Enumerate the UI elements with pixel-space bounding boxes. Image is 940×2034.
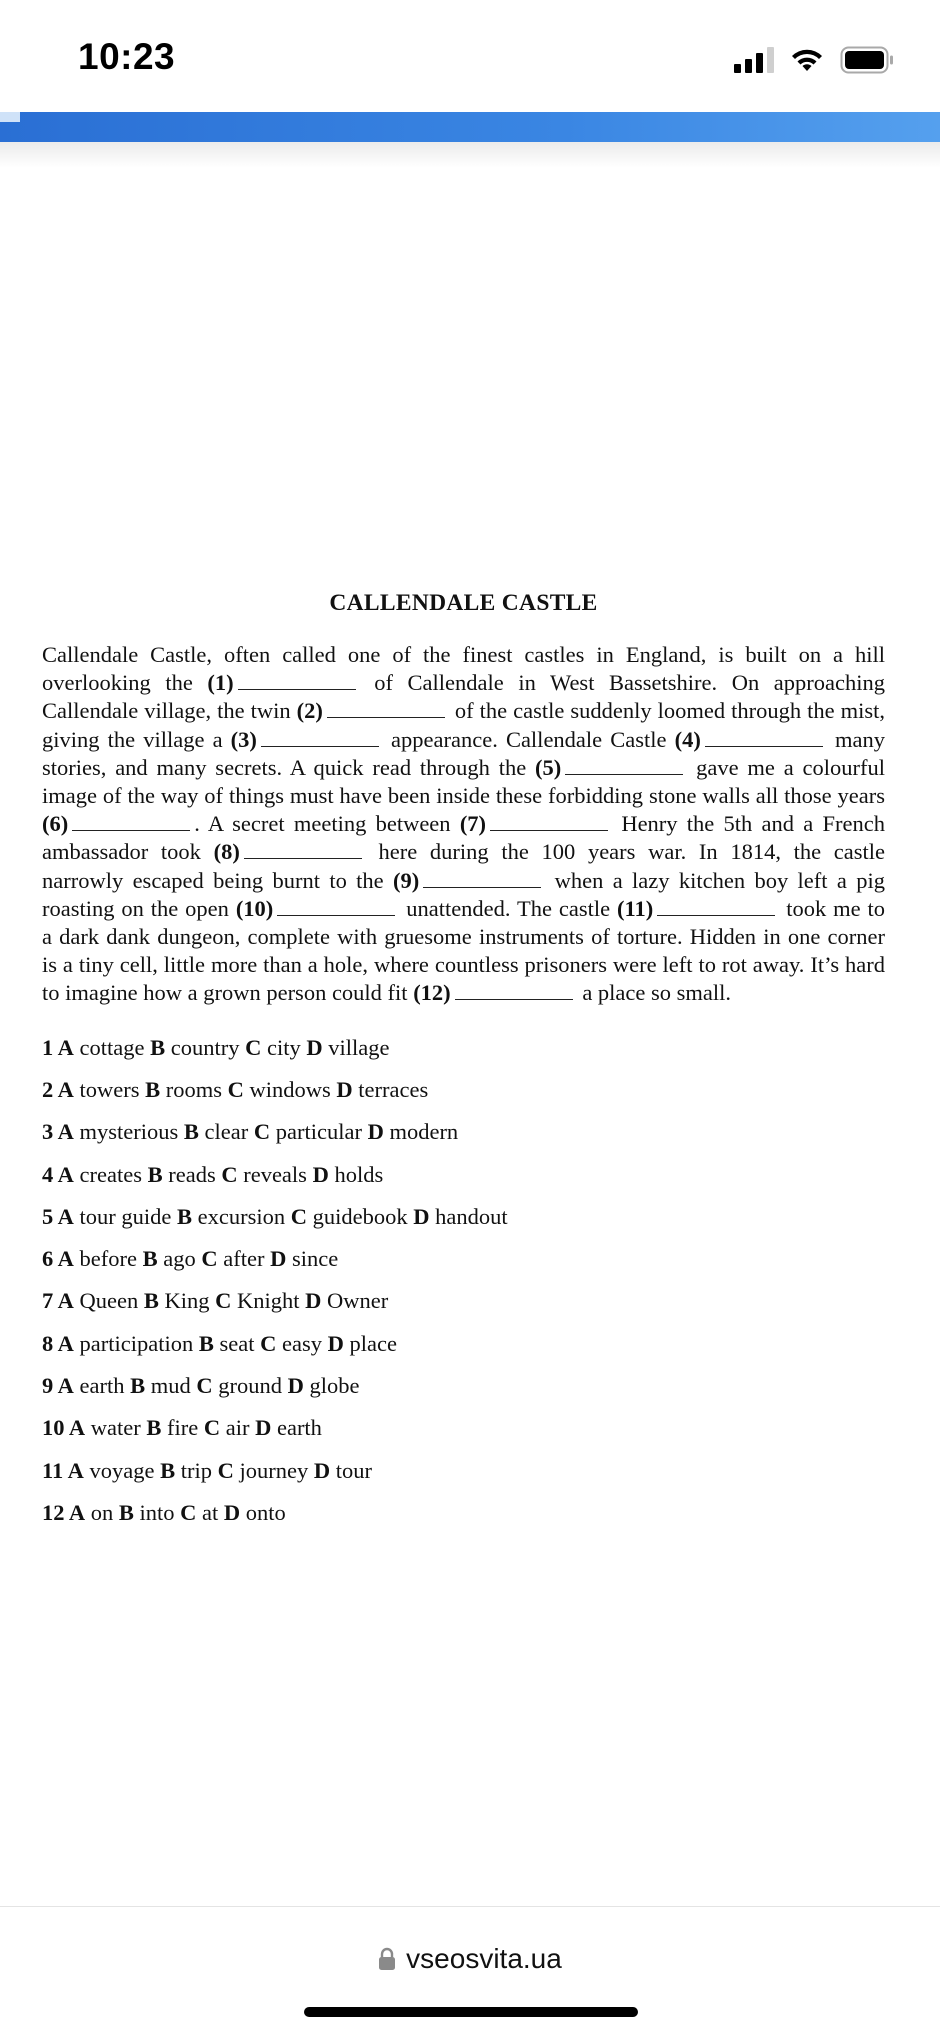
paragraph-text: unattended. The castle xyxy=(399,895,618,921)
option-b: mud xyxy=(145,1373,197,1399)
option-a: mysterious xyxy=(73,1119,184,1145)
option-c: particular xyxy=(270,1119,368,1145)
option-c: guidebook xyxy=(307,1203,414,1229)
paragraph-text: here during the 100 years war. In 1814, the castle narrowly escaped being burnt to the xyxy=(42,839,886,893)
paragraph-text: many stories, and many secrets. A quick read through the xyxy=(42,726,885,780)
option-d: handout xyxy=(429,1203,508,1229)
option-letter: B xyxy=(177,1203,193,1229)
url-text[interactable]: vseosvita.ua xyxy=(406,1943,562,1974)
paragraph-text: appearance. Callendale Castle xyxy=(382,726,675,752)
option-letter: D xyxy=(413,1203,430,1229)
option-c: journey xyxy=(233,1457,314,1483)
paragraph-text: gave me a colourful image of the way of things must have been inside these forbidding stone walls all those years xyxy=(42,754,886,809)
band-notch xyxy=(0,112,20,122)
option-d: village xyxy=(322,1034,390,1060)
gap-number: (2) xyxy=(296,698,323,724)
option-number: 6 A xyxy=(42,1246,74,1272)
option-a: voyage xyxy=(83,1457,161,1483)
option-a: participation xyxy=(73,1330,199,1356)
option-number: 11 A xyxy=(42,1457,84,1483)
option-row xyxy=(42,1118,885,1160)
status-time: 10:23 xyxy=(78,36,176,77)
option-letter: B xyxy=(160,1457,176,1483)
page-header-band xyxy=(0,112,940,142)
option-row xyxy=(42,1287,885,1329)
gap-number: (1) xyxy=(207,670,234,696)
option-letter: D xyxy=(367,1119,384,1145)
paragraph-text: a place so small. xyxy=(576,980,732,1006)
gap-blank xyxy=(244,840,362,859)
option-b: country xyxy=(165,1034,246,1060)
option-c: windows xyxy=(243,1076,337,1102)
option-c: city xyxy=(261,1034,307,1060)
option-a: towers xyxy=(73,1076,146,1102)
band-shadow xyxy=(0,142,940,168)
option-row xyxy=(42,1499,885,1541)
option-number: 8 A xyxy=(42,1330,74,1356)
gap-number: (4) xyxy=(674,726,701,752)
option-letter: C xyxy=(217,1457,234,1483)
option-b: King xyxy=(158,1288,216,1314)
option-row xyxy=(42,1414,885,1456)
option-d: earth xyxy=(271,1415,322,1441)
option-number: 2 A xyxy=(42,1076,74,1102)
option-b: into xyxy=(133,1499,181,1525)
option-letter: C xyxy=(221,1161,238,1187)
battery-icon xyxy=(840,46,894,74)
option-d: Owner xyxy=(321,1288,389,1314)
option-letter: C xyxy=(253,1119,271,1145)
option-d: since xyxy=(286,1246,339,1272)
status-bar xyxy=(0,0,940,110)
paragraph-text: when a lazy kitchen boy left a pig roasting on the open xyxy=(42,867,885,921)
gap-blank xyxy=(72,812,190,831)
option-letter: B xyxy=(118,1499,134,1525)
option-c: reveals xyxy=(237,1161,313,1187)
option-letter: B xyxy=(198,1330,214,1356)
paragraph-text: of the castle suddenly loomed through the mist, giving the village a xyxy=(42,698,885,752)
option-row xyxy=(42,1203,885,1245)
option-row xyxy=(42,1457,885,1499)
gap-number: (10) xyxy=(235,895,274,921)
option-letter: D xyxy=(336,1076,353,1102)
option-a: on xyxy=(85,1499,119,1525)
gap-number: (12) xyxy=(413,980,451,1006)
gap-blank xyxy=(261,728,379,747)
home-indicator[interactable] xyxy=(304,2007,638,2017)
option-a: water xyxy=(85,1415,147,1441)
lock-icon xyxy=(378,1947,396,1971)
option-letter: D xyxy=(255,1415,272,1441)
option-letter: C xyxy=(180,1499,197,1525)
option-d: terraces xyxy=(352,1076,429,1102)
option-letter: C xyxy=(203,1415,221,1441)
gap-blank xyxy=(657,897,775,916)
paragraph-text: Callendale Castle, often called one of the finest castles in England, is built on a hill overlooking the xyxy=(42,642,885,696)
gap-blank xyxy=(565,756,683,775)
option-a: Queen xyxy=(73,1288,144,1314)
paragraph-text: . A secret meeting between xyxy=(194,811,460,837)
option-letter: C xyxy=(245,1034,262,1060)
option-c: after xyxy=(217,1246,271,1272)
option-row xyxy=(42,1161,885,1203)
gap-blank xyxy=(238,671,356,690)
option-number: 1 A xyxy=(42,1034,74,1060)
option-d: tour xyxy=(330,1457,373,1483)
option-d: modern xyxy=(383,1119,459,1145)
gap-number: (8) xyxy=(213,839,240,865)
option-row xyxy=(42,1076,885,1118)
option-letter: B xyxy=(143,1288,159,1314)
option-a: before xyxy=(73,1246,143,1272)
option-b: excursion xyxy=(192,1203,291,1229)
gap-number: (9) xyxy=(393,867,420,893)
option-row xyxy=(42,1372,885,1414)
paragraph-text: Henry the 5th and a French ambassador took xyxy=(42,811,885,865)
option-letter: B xyxy=(146,1415,162,1441)
url-content[interactable] xyxy=(0,1943,940,1975)
signal-icon xyxy=(734,47,774,73)
option-a: earth xyxy=(73,1373,131,1399)
option-letter: C xyxy=(260,1330,277,1356)
gap-blank xyxy=(490,812,608,831)
gap-blank xyxy=(455,981,573,1000)
option-row xyxy=(42,1330,885,1372)
status-icons xyxy=(734,42,894,78)
gap-number: (3) xyxy=(230,726,257,752)
option-d: place xyxy=(343,1330,397,1356)
gap-blank xyxy=(277,897,395,916)
gap-blank xyxy=(423,869,541,888)
option-b: trip xyxy=(175,1457,218,1483)
option-number: 9 A xyxy=(42,1373,74,1399)
gap-number: (11) xyxy=(617,895,654,921)
option-letter: B xyxy=(147,1161,163,1187)
option-b: ago xyxy=(157,1246,202,1272)
gap-blank xyxy=(705,728,823,747)
option-a: creates xyxy=(73,1161,148,1187)
option-number: 10 A xyxy=(42,1415,86,1441)
option-letter: D xyxy=(287,1373,304,1399)
document-title: CALLENDALE CASTLE xyxy=(329,590,598,616)
option-a: cottage xyxy=(73,1034,151,1060)
option-row xyxy=(42,1034,885,1076)
option-number: 7 A xyxy=(42,1288,74,1314)
answer-options xyxy=(42,1034,885,1542)
option-b: rooms xyxy=(160,1076,228,1102)
gap-number: (5) xyxy=(535,754,562,780)
option-b: fire xyxy=(161,1415,204,1441)
option-row xyxy=(42,1245,885,1287)
option-b: seat xyxy=(213,1330,261,1356)
option-c: easy xyxy=(276,1330,328,1356)
option-a: tour guide xyxy=(73,1203,177,1229)
paragraph-text: took me to a dark dank dungeon, complete with gruesome instruments of torture. Hidden in one corner is a tiny cell, little more than a hole, where countless prisoners were left to rot away. It’s hard to imagine how a grown person could fit xyxy=(42,895,885,1006)
option-c: ground xyxy=(212,1373,288,1399)
option-number: 12 A xyxy=(42,1499,86,1525)
document-paragraph xyxy=(42,641,885,1008)
option-d: globe xyxy=(303,1373,360,1399)
option-number: 4 A xyxy=(42,1161,74,1187)
gap-number: (7) xyxy=(459,811,487,837)
browser-url-bar[interactable] xyxy=(0,1906,940,2034)
option-c: air xyxy=(220,1415,256,1441)
option-b: reads xyxy=(162,1161,222,1187)
option-letter: C xyxy=(201,1246,218,1272)
option-number: 3 A xyxy=(42,1119,74,1145)
paragraph-text: of Callendale in West Bassetshire. On approaching Callendale village, the twin xyxy=(42,670,885,724)
gap-blank xyxy=(327,699,445,718)
option-letter: C xyxy=(215,1288,232,1314)
option-letter: D xyxy=(306,1034,323,1060)
option-d: onto xyxy=(240,1499,286,1525)
option-letter: B xyxy=(142,1246,158,1272)
option-letter: D xyxy=(305,1288,322,1314)
option-letter: D xyxy=(223,1499,241,1525)
option-letter: C xyxy=(227,1076,244,1102)
option-letter: C xyxy=(196,1373,213,1399)
option-letter: B xyxy=(183,1119,199,1145)
option-c: Knight xyxy=(231,1288,306,1314)
option-number: 5 A xyxy=(42,1203,74,1229)
gap-number: (6) xyxy=(42,811,69,837)
wifi-icon xyxy=(790,47,824,73)
option-letter: D xyxy=(327,1330,344,1356)
option-letter: C xyxy=(290,1203,307,1229)
option-d: holds xyxy=(328,1161,384,1187)
document xyxy=(42,590,885,1541)
option-c: at xyxy=(196,1499,224,1525)
option-b: clear xyxy=(198,1119,254,1145)
option-letter: D xyxy=(270,1246,287,1272)
option-letter: D xyxy=(312,1161,329,1187)
option-letter: B xyxy=(150,1034,166,1060)
option-letter: D xyxy=(313,1457,331,1483)
option-letter: B xyxy=(145,1076,161,1102)
option-letter: B xyxy=(130,1373,146,1399)
